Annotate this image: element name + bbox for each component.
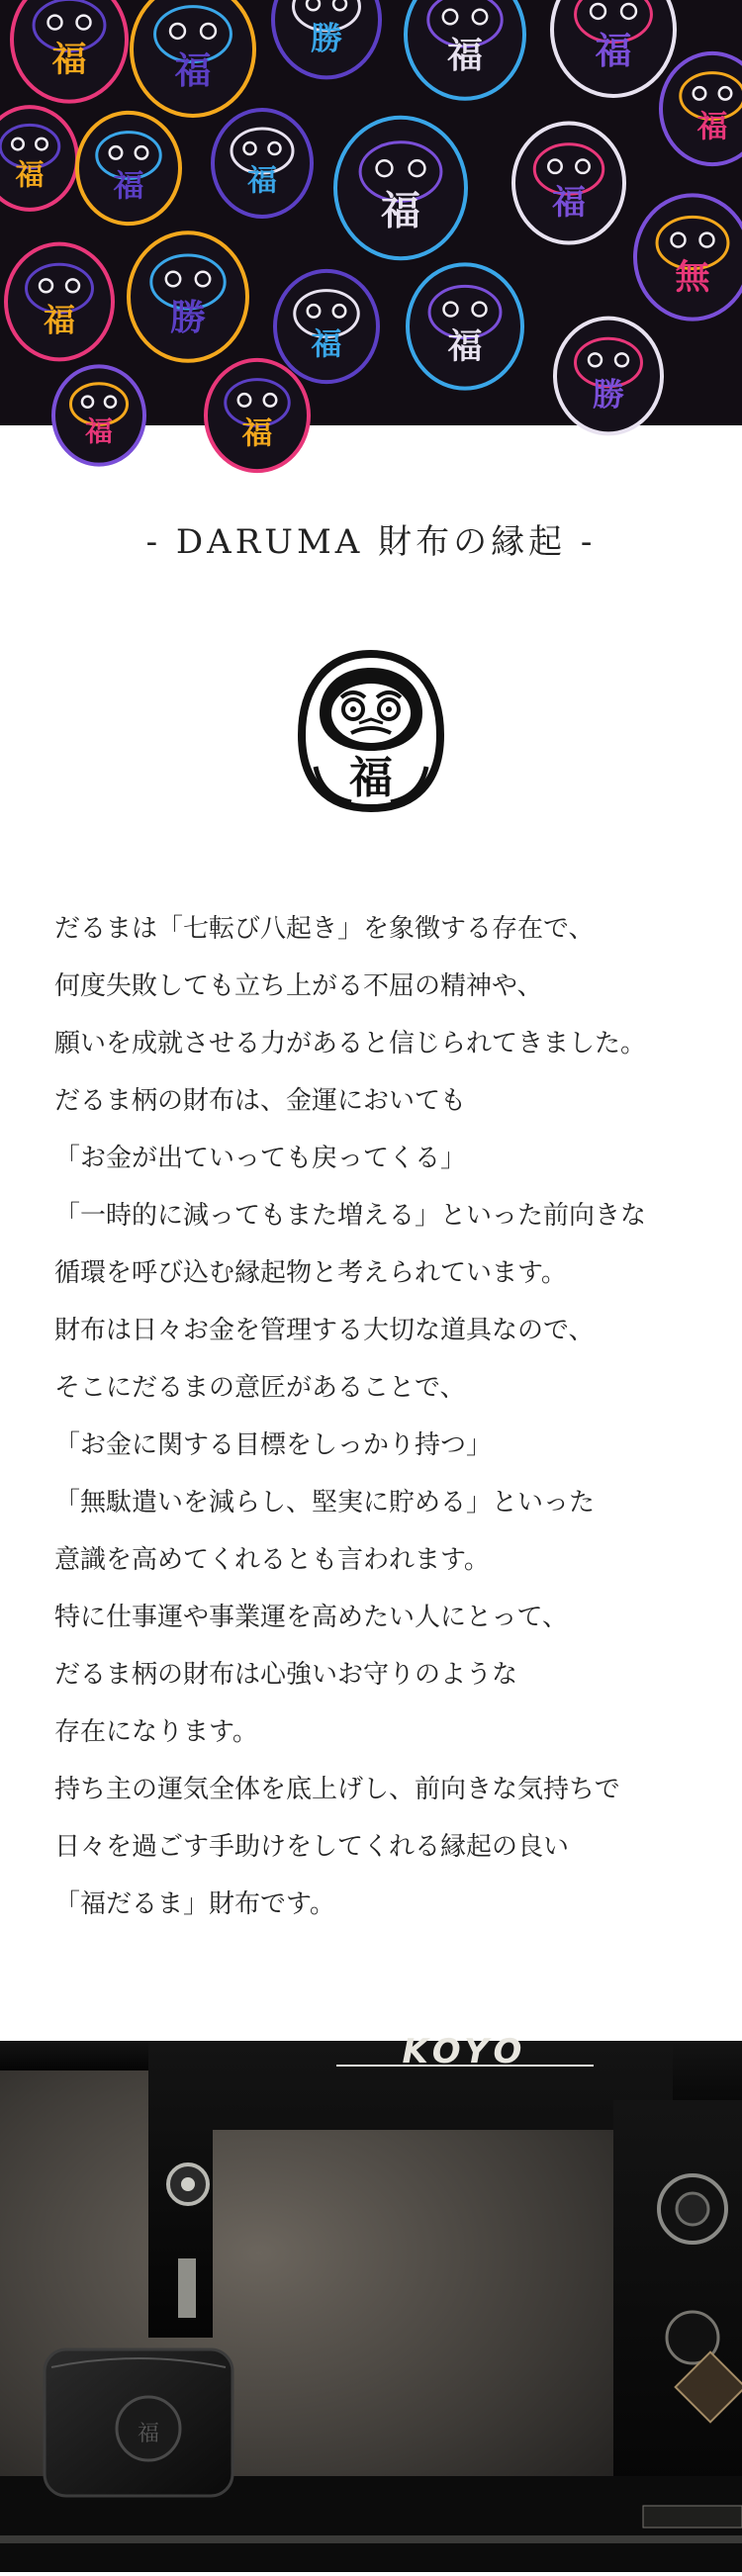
daruma-figure [12,0,127,102]
body-line: 何度失敗しても立ち上がる不屈の精神や、 [54,971,543,1001]
daruma-glyph: 勝 [592,375,625,414]
body-line: 「お金に関する目標をしっかり持つ」 [54,1430,493,1460]
body-line: だるま柄の財布は心強いお守りのような [54,1660,518,1690]
daruma-glyph: 福 [247,163,277,199]
body-line: 「お金が出ていっても戻ってくる」 [54,1144,467,1173]
daruma-glyph: 福 [15,157,45,192]
daruma-glyph: 福 [51,39,87,80]
daruma-glyph: 無 [675,256,710,298]
daruma-figure [213,110,312,217]
daruma-figure [132,0,254,116]
body-line: だるまは「七転び八起き」を象徴する存在で、 [54,914,595,944]
daruma-figure [335,118,466,259]
section-title-wrap [0,514,742,563]
body-line: 「一時的に減ってもまた増える」といった前向きな [54,1201,647,1231]
hero-daruma-pattern [0,0,742,452]
daruma-glyph: 福 [696,109,728,145]
daruma-pattern-illustration [0,0,742,452]
body-line: そこにだるまの意匠があることで、 [54,1373,466,1403]
daruma-glyph: 福 [552,182,586,223]
daruma-glyph: 福 [595,29,632,73]
product-photo [0,2032,742,2572]
daruma-figure [77,113,180,224]
daruma-glyph: 福 [84,414,114,448]
body-line: 持ち主の運気全体を底上げし、前向きな気持ちで [54,1775,620,1804]
daruma-glyph: 福 [311,326,342,363]
daruma-glyph: 福 [381,187,420,234]
svg-text:福: 福 [349,753,393,803]
daruma-figure [635,195,742,319]
body-line: 特に仕事運や事業運を高めたい人にとって、 [54,1603,568,1632]
daruma-figure [129,232,247,361]
body-line: 「福だるま」財布です。 [54,1889,335,1919]
svg-text:KOYO: KOYO [402,2032,528,2071]
daruma-fuku-icon [292,648,450,814]
daruma-glyph: 勝 [169,297,207,338]
daruma-glyph: 福 [174,48,212,93]
body-line: 願いを成就させる力があると信じられてきました。 [54,1029,647,1058]
daruma-glyph: 福 [446,35,484,76]
daruma-figure [408,264,522,388]
body-line: 財布は日々お金を管理する大切な道具なので、 [54,1316,595,1345]
daruma-figure [513,124,624,243]
body-line: 意識を高めてくれるとも言われます。 [54,1545,490,1575]
daruma-figure [6,244,113,360]
body-line: 循環を呼び込む縁起物と考えられています。 [54,1258,567,1288]
daruma-glyph: 福 [447,325,483,367]
svg-text:福: 福 [137,2422,160,2446]
daruma-figure [275,271,378,382]
daruma-glyph: 福 [113,168,144,205]
daruma-figure [53,366,144,464]
body-line: だるま柄の財布は、金運においても [54,1086,467,1116]
daruma-glyph: 福 [43,301,76,339]
daruma-figure [661,53,742,164]
daruma-figure [206,360,309,471]
body-line: 日々を過ごす手助けをしてくれる縁起の良い [54,1832,570,1862]
wallet-illustration [45,2349,232,2496]
daruma-glyph: 勝 [310,19,343,57]
body-line: 「無駄遣いを減らし、堅実に貯める」といった [54,1488,596,1518]
daruma-figure [0,107,77,210]
body-text [54,900,707,1933]
daruma-figure [555,319,662,434]
daruma-glyph: 福 [241,415,273,452]
body-line: 存在になります。 [54,1717,258,1747]
section-title: - DARUMA 財布の縁起 - [145,522,597,562]
